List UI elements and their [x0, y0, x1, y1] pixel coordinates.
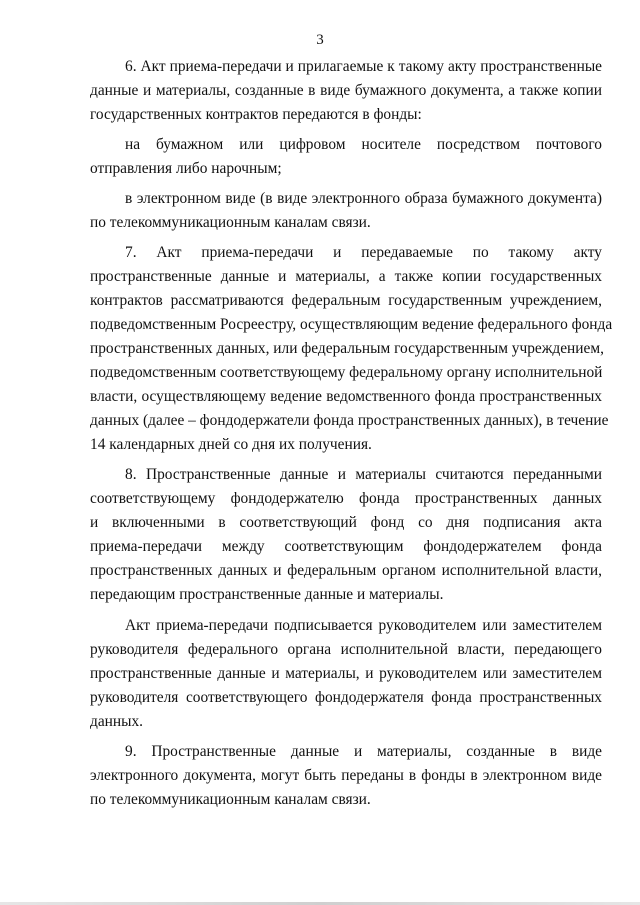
text-line: данных (далее – фондодержатели фонда пространственных данных), в течение [90, 412, 609, 429]
text-line: на бумажном или цифровом носителе посредством почтового [125, 136, 602, 153]
text-line: передающим пространственные данные и материалы. [90, 586, 444, 603]
text-line: приема-передачи между соответствующим фондодержателем фонда [90, 538, 602, 555]
text-line: пространственных данных, или федеральным государственным учреждением, [90, 340, 604, 357]
text-line: по телекоммуникационным каналам связи. [90, 214, 371, 231]
text-line: электронного документа, могут быть переданы в фонды в электронном виде [90, 767, 602, 784]
text-line: власти, осуществляющему ведение ведомственного фонда пространственных [90, 388, 602, 405]
text-line: данные и материалы, созданные в виде бумажного документа, а также копии [90, 82, 602, 99]
text-line: государственных контрактов передаются в фонды: [90, 106, 422, 123]
text-line: 14 календарных дней со дня их получения. [90, 436, 372, 453]
text-line: руководителя федерального органа исполнительной власти, передающего [90, 641, 602, 658]
text-line: 9. Пространственные данные и материалы, созданные в виде [125, 743, 602, 760]
text-line: по телекоммуникационным каналам связи. [90, 791, 371, 808]
text-line: подведомственным соответствующему федеральному органу исполнительной [90, 364, 603, 381]
text-line: пространственные данные и материалы, и руководителем или заместителем [90, 665, 602, 682]
text-line: в электронном виде (в виде электронного образа бумажного документа) [125, 190, 602, 207]
text-line: подведомственным Росреестру, осуществляющим ведение федерального фонда [90, 316, 613, 333]
text-line: 7. Акт приема-передачи и передаваемые по такому акту [125, 244, 602, 261]
text-line: пространственных данных и федеральным органом исполнительной власти, [90, 562, 602, 579]
page-number: 3 [316, 32, 324, 48]
text-line: отправления либо нарочным; [90, 160, 282, 177]
text-line: соответствующему фондодержателю фонда пространственных данных [90, 490, 602, 507]
text-line: и включенными в соответствующий фонд со дня подписания акта [90, 514, 602, 531]
text-line: 8. Пространственные данные и материалы считаются переданными [125, 466, 602, 483]
text-line: пространственные данные и материалы, а также копии государственных [90, 268, 602, 285]
text-line: контрактов рассматриваются федеральным государственным учреждением, [90, 292, 602, 309]
text-line: данных. [90, 713, 144, 730]
text-line: Акт приема-передачи подписывается руководителем или заместителем [125, 617, 602, 634]
text-line: 6. Акт приема-передачи и прилагаемые к такому акту пространственные [125, 58, 602, 75]
text-line: руководителя соответствующего фондодержателя фонда пространственных [90, 689, 602, 706]
